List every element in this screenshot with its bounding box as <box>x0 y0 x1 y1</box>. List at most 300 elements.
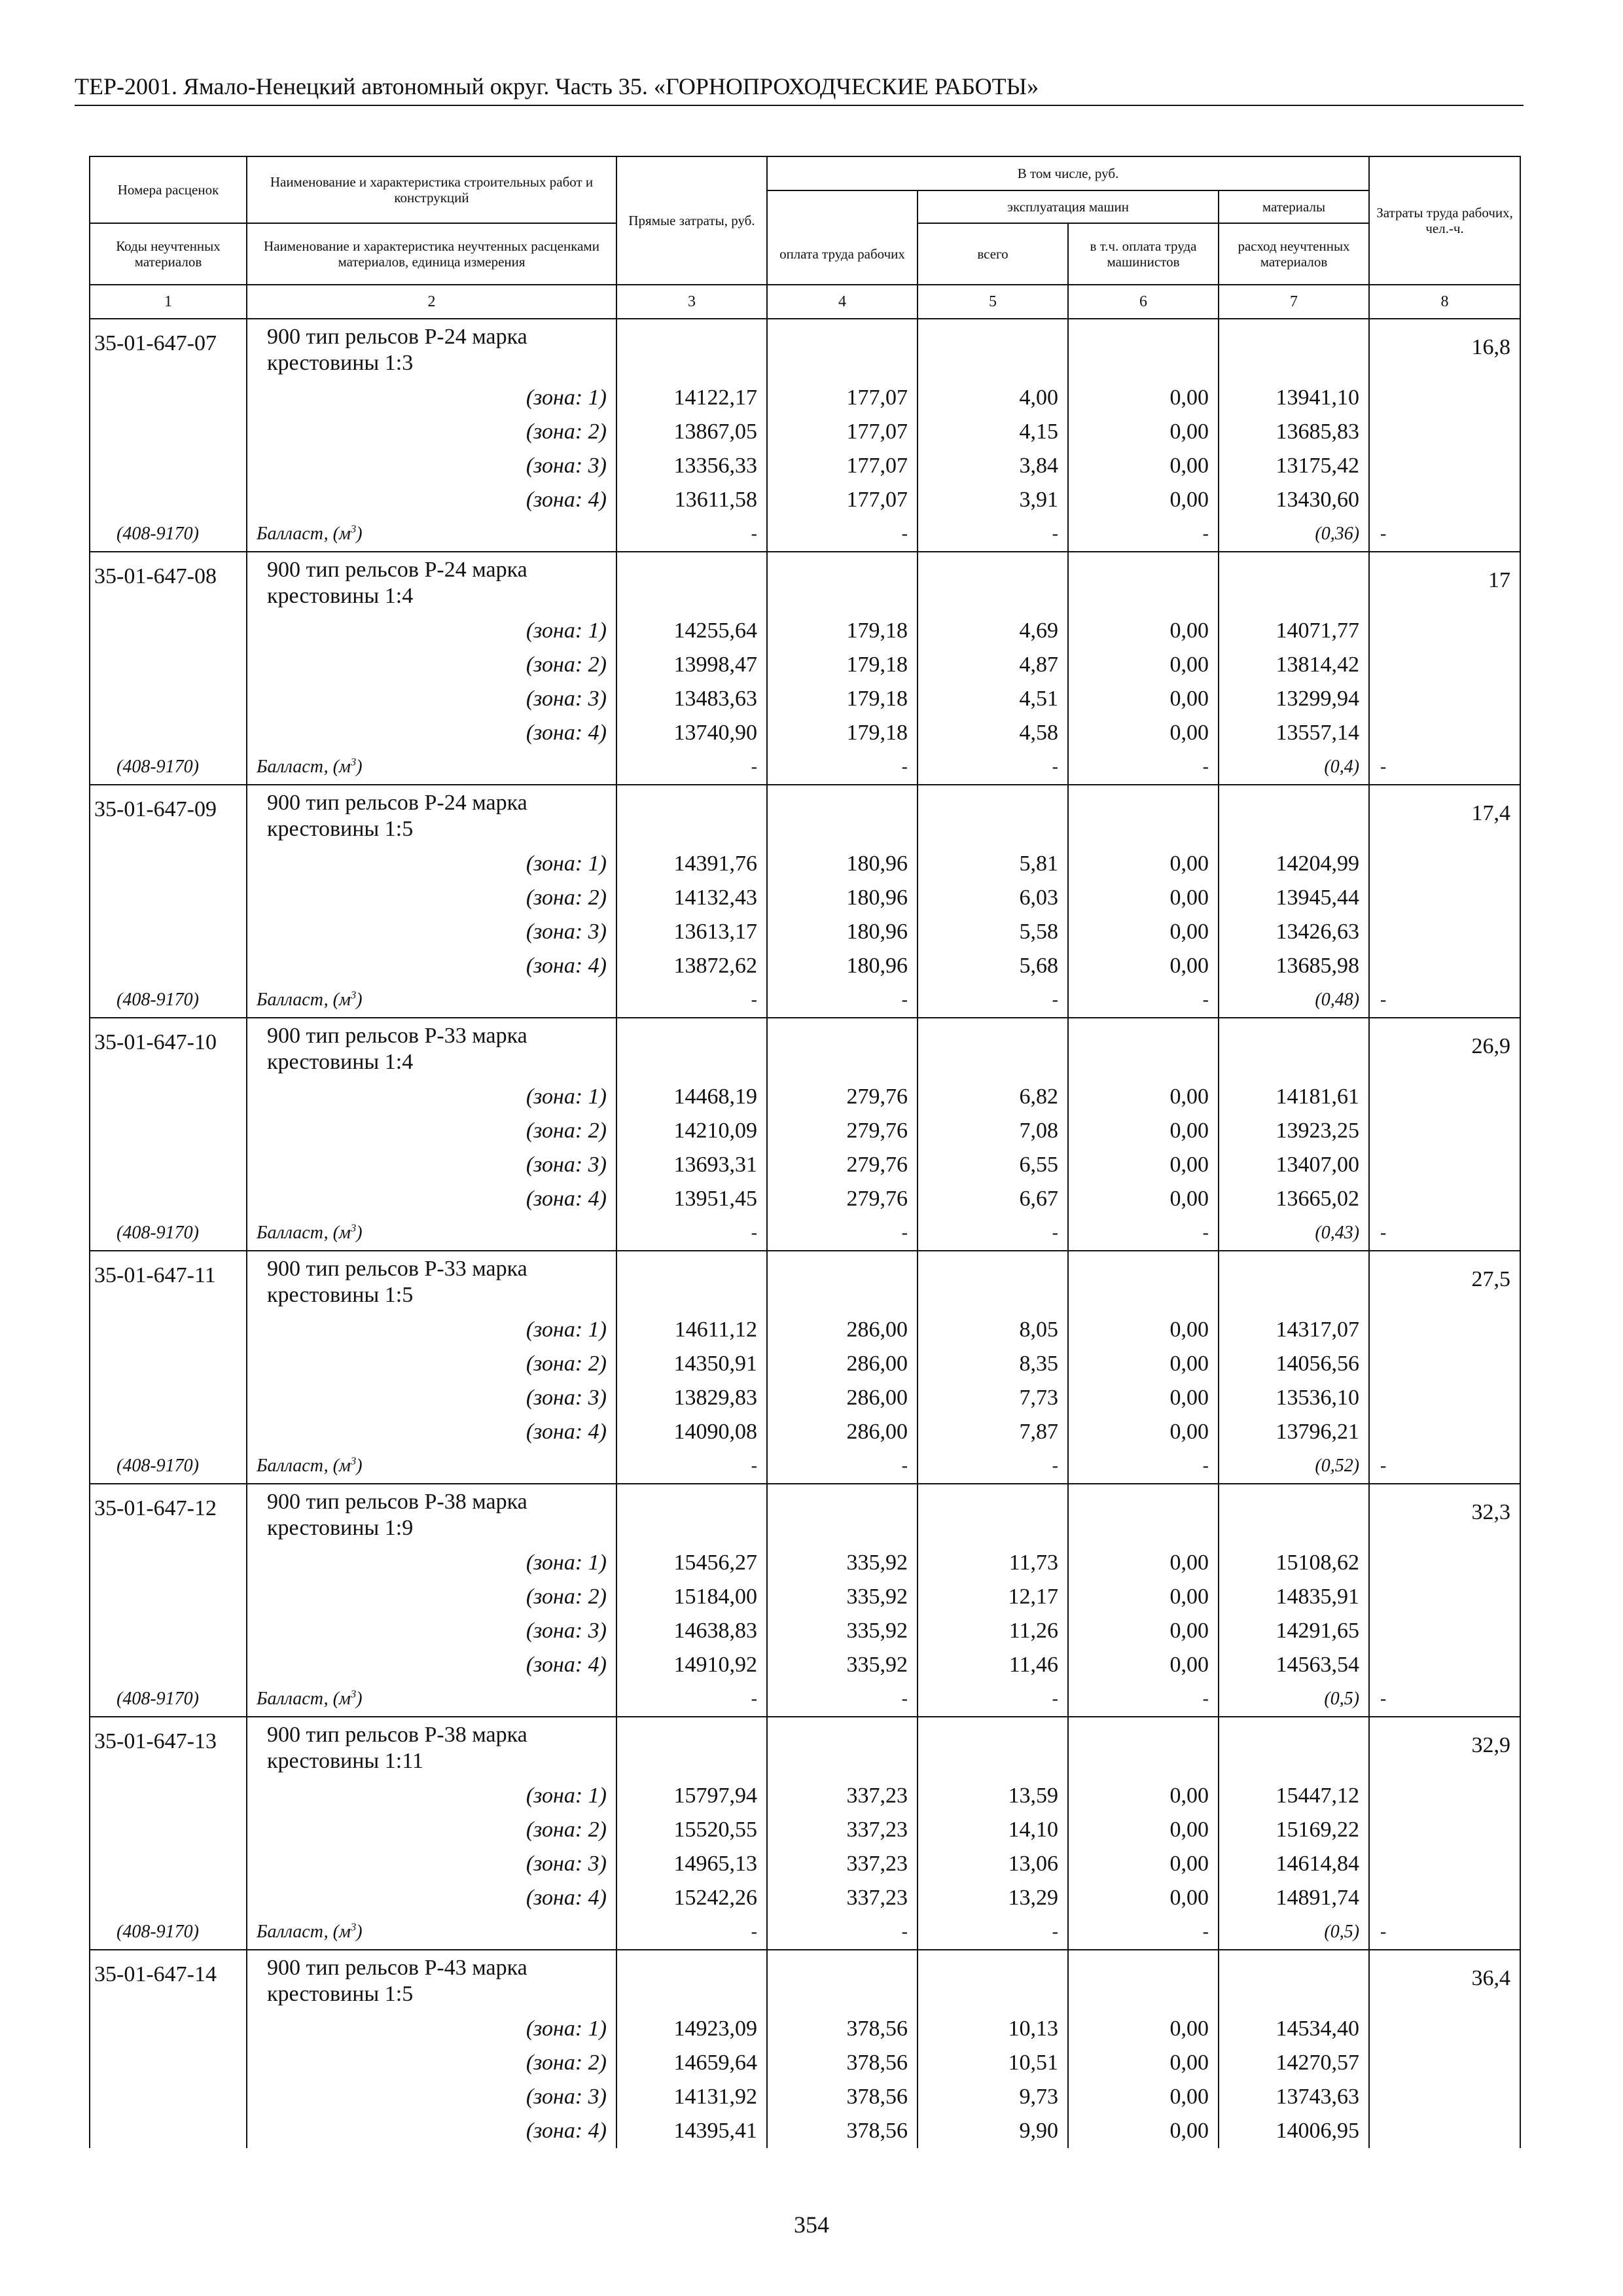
work-title: 900 тип рельсов Р-24 марка крестовины 1:4 <box>247 552 616 614</box>
material-name <box>247 1915 616 1950</box>
material-quantity: (0,52) <box>1219 1449 1369 1484</box>
empty-cell <box>1068 1950 1219 2012</box>
empty-cell <box>918 1484 1068 1546</box>
direct-cost: 13829,83 <box>616 1381 767 1415</box>
zone-row <box>90 1381 1520 1415</box>
material-quantity: (0,48) <box>1219 983 1369 1018</box>
empty-cell <box>1219 552 1369 614</box>
empty-cell <box>918 1251 1068 1313</box>
worker-wages: 378,56 <box>767 2080 918 2114</box>
operator-wages: 0,00 <box>1068 1614 1219 1648</box>
material-quantity: (0,36) <box>1219 517 1369 552</box>
zone-label: (зона: 3) <box>247 1148 616 1182</box>
material-code: (408-9170) <box>90 1216 247 1251</box>
machine-cost: 4,58 <box>918 716 1068 750</box>
worker-wages: 335,92 <box>767 1614 918 1648</box>
material-cost: 13814,42 <box>1219 648 1369 682</box>
worker-wages: 378,56 <box>767 2046 918 2080</box>
zone-row <box>90 2012 1520 2046</box>
zone-row <box>90 483 1520 517</box>
unit-superscript: 3 <box>350 988 357 1001</box>
operator-wages: 0,00 <box>1068 682 1219 716</box>
zone-label: (зона: 2) <box>247 415 616 449</box>
material-row <box>90 1216 1520 1251</box>
labor-cost: 17,4 <box>1369 785 1520 983</box>
direct-cost: 14090,08 <box>616 1415 767 1449</box>
empty-cell <box>918 319 1068 381</box>
running-header: ТЕР-2001. Ямало-Ненецкий автономный округ. Часть 35. «ГОРНОПРОХОДЧЕСКИЕ РАБОТЫ» <box>75 71 1524 106</box>
direct-cost: 14210,09 <box>616 1114 767 1148</box>
empty-cell <box>90 1381 247 1415</box>
empty-cell <box>90 1080 247 1114</box>
empty-cell <box>616 1251 767 1313</box>
column-number: 5 <box>918 285 1068 319</box>
worker-wages: 179,18 <box>767 716 918 750</box>
empty-cell <box>90 2046 247 2080</box>
direct-cost: 14910,92 <box>616 1648 767 1682</box>
operator-wages: 0,00 <box>1068 949 1219 983</box>
dash: - <box>918 1915 1068 1950</box>
machine-cost: 7,73 <box>918 1381 1068 1415</box>
col2-top-header: Наименование и характеристика строительных работ и конструкций <box>247 156 616 223</box>
material-name-text: Балласт, (м <box>257 1223 351 1243</box>
material-cost: 13299,94 <box>1219 682 1369 716</box>
material-cost: 13426,63 <box>1219 915 1369 949</box>
empty-cell <box>90 1182 247 1216</box>
entry-title-row <box>90 319 1520 381</box>
empty-cell <box>90 449 247 483</box>
dash: - <box>1369 983 1520 1018</box>
zone-label: (зона: 1) <box>247 1080 616 1114</box>
direct-cost: 13872,62 <box>616 949 767 983</box>
material-cost: 13685,98 <box>1219 949 1369 983</box>
worker-wages: 286,00 <box>767 1313 918 1347</box>
operator-wages: 0,00 <box>1068 2080 1219 2114</box>
empty-cell <box>918 785 1068 847</box>
operator-wages: 0,00 <box>1068 2046 1219 2080</box>
empty-cell <box>1068 1251 1219 1313</box>
empty-cell <box>918 1018 1068 1080</box>
material-quantity: (0,5) <box>1219 1682 1369 1717</box>
material-cost: 13923,25 <box>1219 1114 1369 1148</box>
dash: - <box>1068 1682 1219 1717</box>
material-name-suffix: ) <box>356 524 363 544</box>
empty-cell <box>918 552 1068 614</box>
material-code: (408-9170) <box>90 1682 247 1717</box>
entry-title-row <box>90 1018 1520 1080</box>
dash: - <box>1369 1216 1520 1251</box>
zone-row <box>90 2114 1520 2148</box>
labor-cost: 27,5 <box>1369 1251 1520 1449</box>
zone-row <box>90 682 1520 716</box>
labor-cost: 32,3 <box>1369 1484 1520 1682</box>
material-cost: 14891,74 <box>1219 1881 1369 1915</box>
material-name-suffix: ) <box>356 757 363 777</box>
material-row <box>90 1449 1520 1484</box>
unit-superscript: 3 <box>350 1454 357 1467</box>
dash: - <box>1068 1915 1219 1950</box>
price-entry <box>90 319 1520 552</box>
dash: - <box>918 983 1068 1018</box>
labor-cost: 26,9 <box>1369 1018 1520 1216</box>
material-code: (408-9170) <box>90 750 247 785</box>
zone-label: (зона: 3) <box>247 1847 616 1881</box>
zone-row <box>90 1313 1520 1347</box>
zone-row <box>90 1347 1520 1381</box>
material-cost: 14071,77 <box>1219 614 1369 648</box>
direct-cost: 14391,76 <box>616 847 767 881</box>
labor-cost: 16,8 <box>1369 319 1520 517</box>
worker-wages: 179,18 <box>767 682 918 716</box>
empty-cell <box>1219 1484 1369 1546</box>
material-cost: 14270,57 <box>1219 2046 1369 2080</box>
dash: - <box>616 517 767 552</box>
work-title: 900 тип рельсов Р-33 марка крестовины 1:5 <box>247 1251 616 1313</box>
zone-label: (зона: 2) <box>247 1580 616 1614</box>
zone-label: (зона: 4) <box>247 2114 616 2148</box>
column-number: 1 <box>90 285 247 319</box>
empty-cell <box>1068 1018 1219 1080</box>
worker-wages: 177,07 <box>767 449 918 483</box>
zone-label: (зона: 1) <box>247 1779 616 1813</box>
material-quantity: (0,5) <box>1219 1915 1369 1950</box>
empty-cell <box>90 1881 247 1915</box>
machine-cost: 4,69 <box>918 614 1068 648</box>
dash: - <box>1068 517 1219 552</box>
material-quantity: (0,43) <box>1219 1216 1369 1251</box>
material-cost: 14614,84 <box>1219 1847 1369 1881</box>
zone-label: (зона: 2) <box>247 1813 616 1847</box>
direct-cost: 15184,00 <box>616 1580 767 1614</box>
material-row <box>90 1682 1520 1717</box>
price-code: 35-01-647-13 <box>90 1717 247 1779</box>
zone-label: (зона: 2) <box>247 2046 616 2080</box>
material-name-suffix: ) <box>356 1689 363 1709</box>
material-cost: 13407,00 <box>1219 1148 1369 1182</box>
operator-wages: 0,00 <box>1068 1148 1219 1182</box>
direct-cost: 13611,58 <box>616 483 767 517</box>
worker-wages: 378,56 <box>767 2012 918 2046</box>
price-entry <box>90 785 1520 1018</box>
empty-cell <box>767 1018 918 1080</box>
machine-cost: 7,08 <box>918 1114 1068 1148</box>
zone-label: (зона: 3) <box>247 2080 616 2114</box>
empty-cell <box>90 381 247 415</box>
zone-label: (зона: 3) <box>247 915 616 949</box>
operator-wages: 0,00 <box>1068 614 1219 648</box>
col1-bottom-header: Коды неучтенных материалов <box>90 223 247 285</box>
material-row <box>90 1915 1520 1950</box>
table-header <box>90 156 1520 319</box>
zone-label: (зона: 4) <box>247 1415 616 1449</box>
zone-row <box>90 915 1520 949</box>
col4-header: оплата труда рабочих <box>767 223 918 285</box>
dash: - <box>616 983 767 1018</box>
worker-wages: 180,96 <box>767 949 918 983</box>
machine-cost: 8,35 <box>918 1347 1068 1381</box>
empty-cell <box>90 881 247 915</box>
material-row <box>90 517 1520 552</box>
empty-cell <box>90 1847 247 1881</box>
material-name-suffix: ) <box>356 1223 363 1243</box>
zone-row <box>90 1881 1520 1915</box>
empty-cell <box>767 1717 918 1779</box>
material-cost: 14317,07 <box>1219 1313 1369 1347</box>
empty-cell <box>1068 319 1219 381</box>
zone-label: (зона: 1) <box>247 1546 616 1580</box>
machine-cost: 11,46 <box>918 1648 1068 1682</box>
unit-superscript: 3 <box>350 522 357 535</box>
page-number: 354 <box>794 2212 829 2238</box>
work-title: 900 тип рельсов Р-43 марка крестовины 1:5 <box>247 1950 616 2012</box>
price-code: 35-01-647-07 <box>90 319 247 381</box>
entry-title-row <box>90 785 1520 847</box>
direct-cost: 14350,91 <box>616 1347 767 1381</box>
worker-wages: 177,07 <box>767 483 918 517</box>
machine-cost: 4,15 <box>918 415 1068 449</box>
work-title: 900 тип рельсов Р-33 марка крестовины 1:4 <box>247 1018 616 1080</box>
machine-cost: 13,06 <box>918 1847 1068 1881</box>
material-row <box>90 983 1520 1018</box>
dash: - <box>1068 750 1219 785</box>
price-code: 35-01-647-09 <box>90 785 247 847</box>
material-name <box>247 517 616 552</box>
direct-cost: 15520,55 <box>616 1813 767 1847</box>
empty-cell <box>90 2080 247 2114</box>
empty-cell <box>1068 552 1219 614</box>
zone-row <box>90 1415 1520 1449</box>
zone-label: (зона: 2) <box>247 648 616 682</box>
price-code: 35-01-647-14 <box>90 1950 247 2012</box>
empty-cell <box>1219 1251 1369 1313</box>
unit-superscript: 3 <box>350 755 357 768</box>
worker-wages: 179,18 <box>767 614 918 648</box>
operator-wages: 0,00 <box>1068 1580 1219 1614</box>
machine-cost: 7,87 <box>918 1415 1068 1449</box>
material-cost: 14056,56 <box>1219 1347 1369 1381</box>
dash: - <box>767 517 918 552</box>
material-cost: 14835,91 <box>1219 1580 1369 1614</box>
empty-cell <box>90 614 247 648</box>
material-name <box>247 750 616 785</box>
zone-row <box>90 415 1520 449</box>
direct-cost: 14638,83 <box>616 1614 767 1648</box>
empty-cell <box>767 1950 918 2012</box>
material-name <box>247 1682 616 1717</box>
machine-cost: 8,05 <box>918 1313 1068 1347</box>
col3-header: Прямые затраты, руб. <box>616 156 767 285</box>
empty-cell <box>90 1614 247 1648</box>
zone-label: (зона: 1) <box>247 2012 616 2046</box>
worker-wages: 286,00 <box>767 1415 918 1449</box>
zone-row <box>90 2080 1520 2114</box>
empty-cell <box>767 1484 918 1546</box>
operator-wages: 0,00 <box>1068 415 1219 449</box>
price-table <box>89 156 1521 2148</box>
labor-cost: 17 <box>1369 552 1520 750</box>
zone-label: (зона: 4) <box>247 1648 616 1682</box>
zone-row <box>90 1114 1520 1148</box>
direct-cost: 13740,90 <box>616 716 767 750</box>
empty-cell <box>767 785 918 847</box>
work-title: 900 тип рельсов Р-24 марка крестовины 1:3 <box>247 319 616 381</box>
worker-wages: 286,00 <box>767 1381 918 1415</box>
column-number: 2 <box>247 285 616 319</box>
zone-row <box>90 847 1520 881</box>
direct-cost: 15456,27 <box>616 1546 767 1580</box>
operator-wages: 0,00 <box>1068 2114 1219 2148</box>
column-number: 3 <box>616 285 767 319</box>
worker-wages: 279,76 <box>767 1182 918 1216</box>
direct-cost: 14965,13 <box>616 1847 767 1881</box>
machine-cost: 6,03 <box>918 881 1068 915</box>
zone-label: (зона: 4) <box>247 1881 616 1915</box>
material-quantity: (0,4) <box>1219 750 1369 785</box>
empty-cell <box>767 1251 918 1313</box>
empty-cell <box>1068 1484 1219 1546</box>
empty-cell <box>616 1950 767 2012</box>
col2-bottom-header: Наименование и характеристика неучтенных расценками материалов, единица измерения <box>247 223 616 285</box>
direct-cost: 14255,64 <box>616 614 767 648</box>
material-cost: 13685,83 <box>1219 415 1369 449</box>
price-code: 35-01-647-12 <box>90 1484 247 1546</box>
unit-superscript: 3 <box>350 1920 357 1933</box>
worker-wages: 335,92 <box>767 1546 918 1580</box>
empty-cell <box>616 1484 767 1546</box>
operator-wages: 0,00 <box>1068 1313 1219 1347</box>
machine-cost: 6,67 <box>918 1182 1068 1216</box>
direct-cost: 13613,17 <box>616 915 767 949</box>
zone-label: (зона: 1) <box>247 847 616 881</box>
dash: - <box>616 1682 767 1717</box>
material-code: (408-9170) <box>90 517 247 552</box>
material-name <box>247 1216 616 1251</box>
worker-wages: 337,23 <box>767 1779 918 1813</box>
material-code: (408-9170) <box>90 1915 247 1950</box>
dash: - <box>918 1682 1068 1717</box>
entry-title-row <box>90 1950 1520 2012</box>
empty-cell <box>1219 785 1369 847</box>
worker-wages: 180,96 <box>767 847 918 881</box>
zone-row <box>90 1080 1520 1114</box>
material-cost: 13796,21 <box>1219 1415 1369 1449</box>
direct-cost: 15797,94 <box>616 1779 767 1813</box>
operator-wages: 0,00 <box>1068 1546 1219 1580</box>
empty-cell <box>616 319 767 381</box>
empty-cell <box>1219 1717 1369 1779</box>
dash: - <box>767 1915 918 1950</box>
labor-cost: 32,9 <box>1369 1717 1520 1915</box>
worker-wages: 335,92 <box>767 1648 918 1682</box>
zone-row <box>90 1614 1520 1648</box>
direct-cost: 14131,92 <box>616 2080 767 2114</box>
zone-row <box>90 1580 1520 1614</box>
zone-label: (зона: 1) <box>247 614 616 648</box>
machine-cost: 11,73 <box>918 1546 1068 1580</box>
empty-cell <box>616 552 767 614</box>
worker-wages: 335,92 <box>767 1580 918 1614</box>
empty-cell <box>1219 1018 1369 1080</box>
machine-cost: 6,55 <box>918 1148 1068 1182</box>
material-cost: 13175,42 <box>1219 449 1369 483</box>
material-cost: 13945,44 <box>1219 881 1369 915</box>
material-cost: 15108,62 <box>1219 1546 1369 1580</box>
material-name <box>247 983 616 1018</box>
operator-wages: 0,00 <box>1068 915 1219 949</box>
empty-cell <box>616 785 767 847</box>
empty-cell <box>1068 1717 1219 1779</box>
worker-wages: 279,76 <box>767 1148 918 1182</box>
zone-row <box>90 1813 1520 1847</box>
zone-label: (зона: 4) <box>247 483 616 517</box>
zone-row <box>90 648 1520 682</box>
zone-row <box>90 1847 1520 1881</box>
operator-wages: 0,00 <box>1068 648 1219 682</box>
empty-cell <box>616 1717 767 1779</box>
machine-cost: 10,51 <box>918 2046 1068 2080</box>
unit-superscript: 3 <box>350 1221 357 1234</box>
material-name-suffix: ) <box>356 1922 363 1942</box>
zone-label: (зона: 2) <box>247 881 616 915</box>
empty-cell <box>90 1779 247 1813</box>
worker-wages: 180,96 <box>767 915 918 949</box>
machine-cost: 13,59 <box>918 1779 1068 1813</box>
entry-title-row <box>90 552 1520 614</box>
zone-label: (зона: 1) <box>247 1313 616 1347</box>
col6-header: в т.ч. оплата труда машинистов <box>1068 223 1219 285</box>
direct-cost: 13951,45 <box>616 1182 767 1216</box>
zone-row <box>90 881 1520 915</box>
machine-cost: 4,51 <box>918 682 1068 716</box>
zone-label: (зона: 4) <box>247 949 616 983</box>
entry-title-row <box>90 1484 1520 1546</box>
machine-cost: 4,87 <box>918 648 1068 682</box>
operator-wages: 0,00 <box>1068 847 1219 881</box>
machine-cost: 3,91 <box>918 483 1068 517</box>
material-cost: 13743,63 <box>1219 2080 1369 2114</box>
worker-wages: 378,56 <box>767 2114 918 2148</box>
material-cost: 13557,14 <box>1219 716 1369 750</box>
worker-wages: 180,96 <box>767 881 918 915</box>
material-cost: 14534,40 <box>1219 2012 1369 2046</box>
col4-spacer <box>767 190 918 223</box>
col7-header: расход неучтенных материалов <box>1219 223 1369 285</box>
material-cost: 15447,12 <box>1219 1779 1369 1813</box>
operator-wages: 0,00 <box>1068 1347 1219 1381</box>
material-cost: 13536,10 <box>1219 1381 1369 1415</box>
dash: - <box>1068 1449 1219 1484</box>
column-number-row <box>90 285 1520 319</box>
column-number: 6 <box>1068 285 1219 319</box>
zone-label: (зона: 1) <box>247 381 616 415</box>
operator-wages: 0,00 <box>1068 1648 1219 1682</box>
material-cost: 13430,60 <box>1219 483 1369 517</box>
material-cost: 15169,22 <box>1219 1813 1369 1847</box>
machine-cost: 9,73 <box>918 2080 1068 2114</box>
empty-cell <box>90 716 247 750</box>
col5-header: всего <box>918 223 1068 285</box>
dash: - <box>1369 1449 1520 1484</box>
work-title: 900 тип рельсов Р-24 марка крестовины 1:5 <box>247 785 616 847</box>
empty-cell <box>90 1648 247 1682</box>
machine-cost: 9,90 <box>918 2114 1068 2148</box>
zone-row <box>90 614 1520 648</box>
material-code: (408-9170) <box>90 1449 247 1484</box>
machine-cost: 10,13 <box>918 2012 1068 2046</box>
machine-cost: 3,84 <box>918 449 1068 483</box>
material-cost: 14006,95 <box>1219 2114 1369 2148</box>
material-name-text: Балласт, (м <box>257 524 351 544</box>
